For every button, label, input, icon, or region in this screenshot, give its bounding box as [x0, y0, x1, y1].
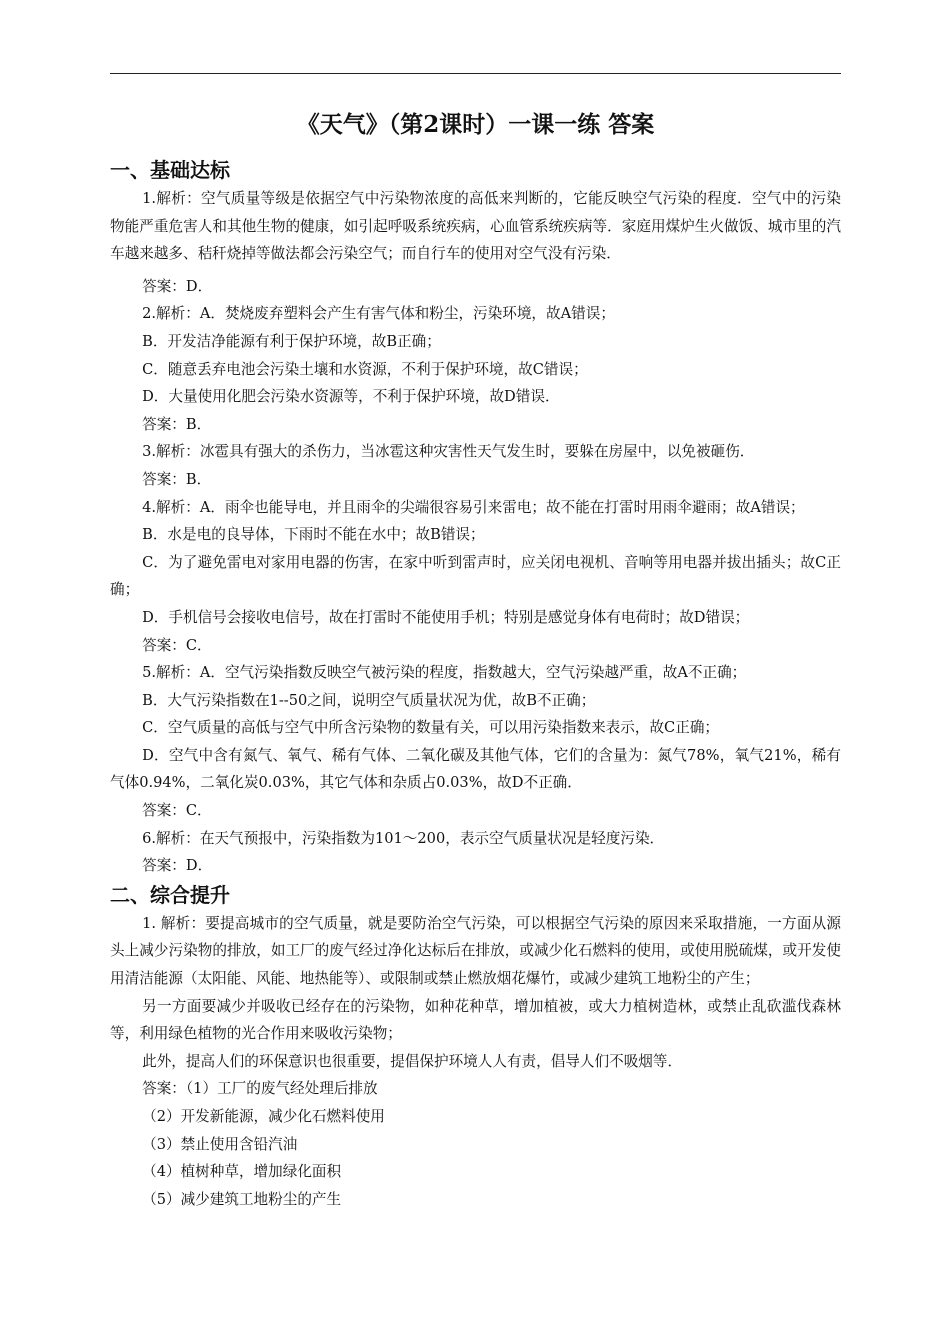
header-rule: [110, 73, 841, 74]
document-body: [110, 108, 841, 1213]
q6-analysis: 6.解析：在天气预报中，污染指数为101～200，表示空气质量状况是轻度污染．: [142, 829, 665, 847]
q6-answer: 答案：D．: [142, 857, 213, 875]
q1-answer: 答案：D．: [142, 277, 213, 295]
q2-option-d: D．大量使用化肥会污染水资源等，不利于保护环境，故D错误．: [142, 388, 560, 406]
q3-analysis: 3.解析：冰雹具有强大的杀伤力，当冰雹这种灾害性天气发生时，要躲在房屋中，以免被砸伤．: [142, 443, 755, 461]
q4-option-a: 4.解析：A．雨伞也能导电，并且雨伞的尖端很容易引来雷电；故不能在打雷时用雨伞避雨；故A错误；: [142, 498, 805, 516]
q5-option-d: D．空气中含有氮气、氧气、稀有气体、二氧化碳及其他气体，它们的含量为：氮气78%，氧气21%，稀有气体0.94%，二氧化炭0.03%，其它气体和杂质占0.03%，故D不正确．: [110, 746, 841, 792]
comprehensive-paragraph-1: 1. 解析：要提高城市的空气质量，就是要防治空气污染，可以根据空气污染的原因来采取措施，一方面从源头上减少污染物的排放，如工厂的废气经过净化达标后在排放，或减少化石燃料的使用，或使用脱硫煤，或开发使用清洁能源（太阳能、风能、地热能等）、或限制或禁止燃放烟花爆竹，或减少建筑工地粉尘的产生；: [110, 914, 841, 988]
q3-answer: 答案：B．: [142, 470, 212, 488]
q4-answer: 答案：C．: [142, 636, 212, 654]
page-title: 《天气》（第2课时）一课一练 答案: [296, 111, 655, 138]
q5-answer: 答案：C．: [142, 802, 212, 820]
q2-answer: 答案：B．: [142, 415, 212, 433]
section-heading-comprehensive: 二、综合提升: [110, 882, 230, 907]
comprehensive-answer-2: （2）开发新能源，减少化石燃料使用: [142, 1108, 385, 1125]
q2-option-c: C．随意丢弃电池会污染土壤和水资源，不利于保护环境，故C错误；: [142, 360, 588, 378]
q2-option-b: B．开发洁净能源有利于保护环境，故B正确；: [142, 332, 441, 350]
comprehensive-paragraph-3: 此外，提高人们的环保意识也很重要，提倡保护环境人人有责，倡导人们不吸烟等．: [142, 1052, 683, 1070]
section-heading-basic: 一、基础达标: [110, 158, 230, 182]
comprehensive-answer-4: （4）植树种草，增加绿化面积: [142, 1163, 342, 1181]
q1-analysis: 1.解析：空气质量等级是依据空气中污染物浓度的高低来判断的，它能反映空气污染的程度．空气中的污染物能严重危害人和其他生物的健康，如引起呼吸系统疾病，心血管系统疾病等．家庭用煤炉生火做饭、城市里的汽车越来越多、秸秆烧掉等做法都会污染空气；而自行车的使用对空气没有污染．: [110, 190, 841, 263]
q4-option-b: B．水是电的良导体，下雨时不能在水中；故B错误；: [142, 526, 485, 544]
comprehensive-answer-1: 答案：（1）工厂的废气经处理后排放: [142, 1080, 378, 1098]
q5-option-a: 5.解析：A．空气污染指数反映空气被污染的程度，指数越大，空气污染越严重，故A不正确；: [142, 664, 747, 682]
comprehensive-answer-5: （5）减少建筑工地粉尘的产生: [142, 1190, 342, 1208]
comprehensive-answer-3: （3）禁止使用含铅汽油: [142, 1135, 298, 1153]
q4-option-d: D．手机信号会接收电信号，故在打雷时不能使用手机；特别是感觉身体有电荷时；故D错误；: [142, 608, 750, 626]
q5-option-b: B．大气污染指数在1--50之间，说明空气质量状况为优，故B不正确；: [142, 691, 596, 709]
comprehensive-paragraph-2: 另一方面要减少并吸收已经存在的污染物，如种花种草，增加植被，或大力植树造林，或禁止乱砍滥伐森林等，利用绿色植物的光合作用来吸收污染物；: [110, 997, 841, 1043]
q5-option-c: C．空气质量的高低与空气中所含污染物的数量有关，可以用污染指数来表示，故C正确；: [142, 719, 720, 737]
q4-option-c: C．为了避免雷电对家用电器的伤害，在家中听到雷声时，应关闭电视机、音响等用电器并拔出插头；故C正确；: [110, 553, 841, 599]
q2-option-a: 2.解析：A．焚烧废弃塑料会产生有害气体和粉尘，污染环境，故A错误；: [142, 305, 615, 323]
